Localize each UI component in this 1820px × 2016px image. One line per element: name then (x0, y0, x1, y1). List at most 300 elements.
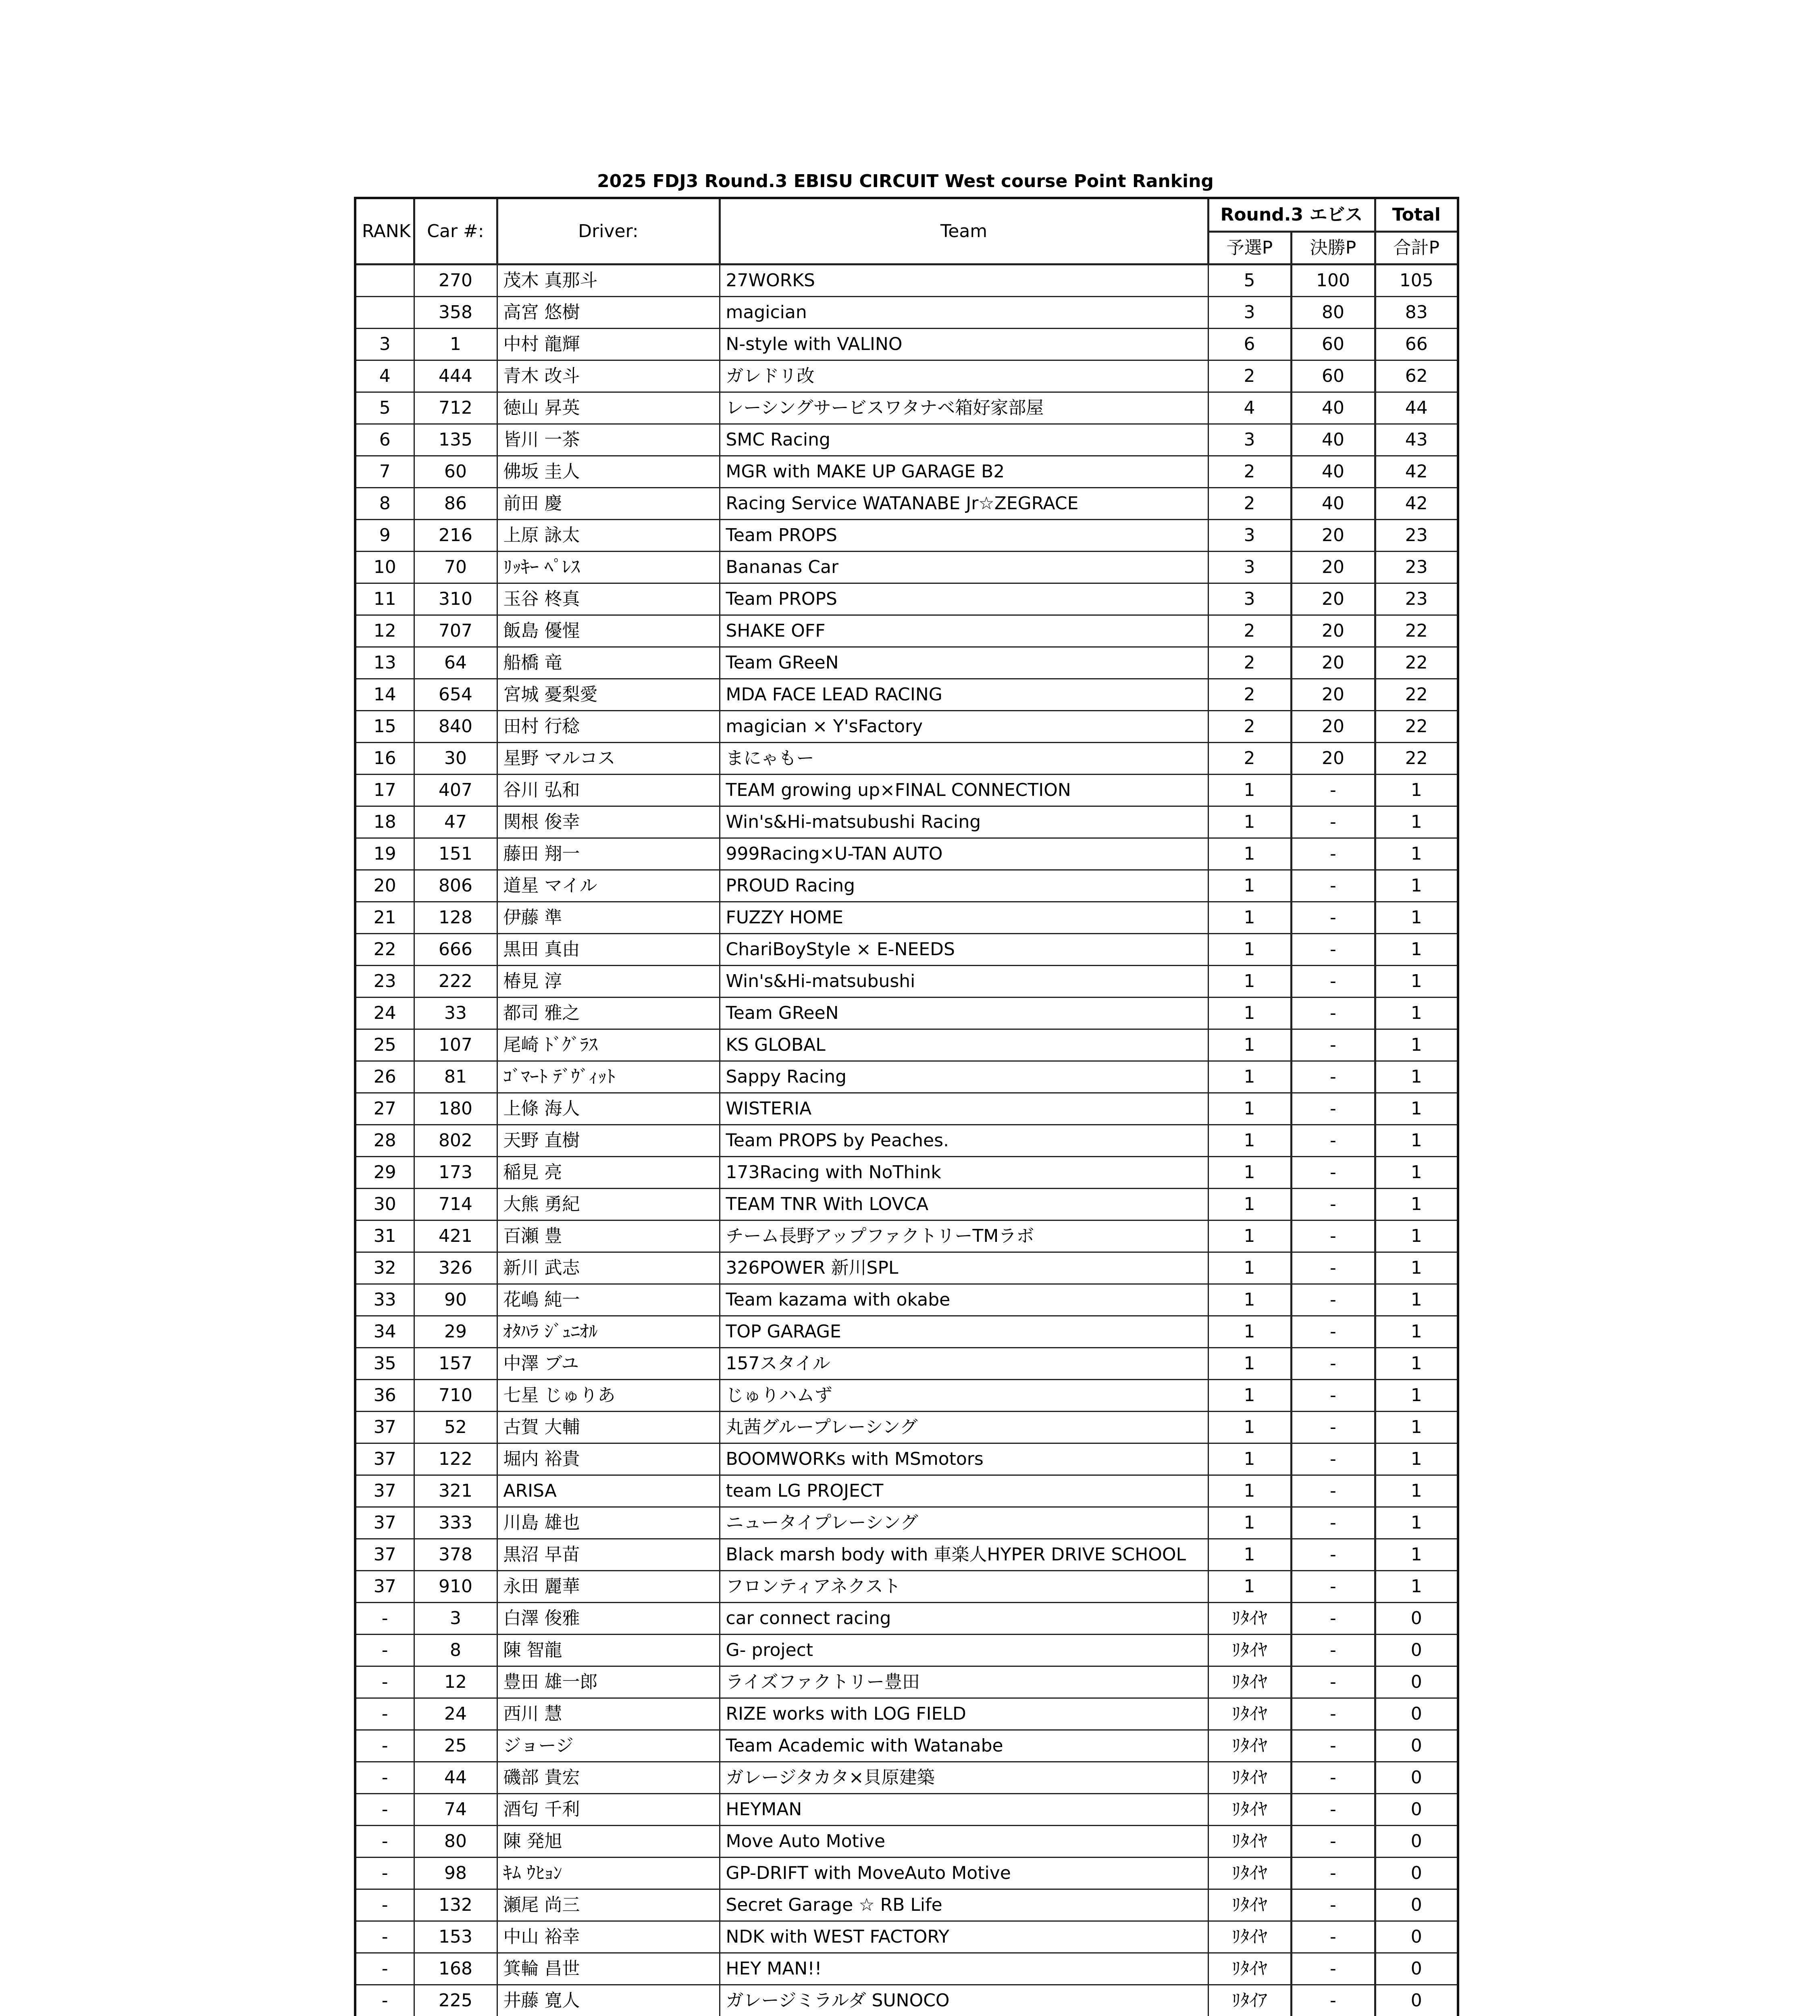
final-points-cell: - (1291, 1189, 1375, 1220)
final-points-cell: - (1291, 1125, 1375, 1157)
final-points-cell: 20 (1291, 615, 1375, 647)
qualify-points-cell: 1 (1208, 1157, 1291, 1189)
total-points-cell: 1 (1375, 1284, 1458, 1316)
qualify-points-cell: 1 (1208, 1443, 1291, 1475)
team-cell: PROUD Racing (720, 870, 1208, 902)
rank-cell: - (355, 1889, 414, 1921)
table-row (355, 1826, 1458, 1858)
qualify-points-cell: 1 (1208, 1029, 1291, 1061)
final-points-cell: - (1291, 1985, 1375, 2016)
table-row (355, 1507, 1458, 1539)
team-cell: RIZE works with LOG FIELD (720, 1698, 1208, 1730)
final-points-cell: - (1291, 1380, 1375, 1412)
final-points-cell: - (1291, 934, 1375, 966)
qualify-points-cell: 3 (1208, 552, 1291, 583)
driver-cell: 玉谷 柊真 (497, 583, 720, 615)
final-points-cell: 20 (1291, 552, 1375, 583)
car-number-cell: 52 (414, 1412, 497, 1443)
rank-cell: 5 (355, 392, 414, 424)
driver-cell: 道星 マイル (497, 870, 720, 902)
final-points-cell: 40 (1291, 488, 1375, 520)
team-cell: ガレージミラルダ SUNOCO (720, 1985, 1208, 2016)
total-points-cell: 1 (1375, 1157, 1458, 1189)
rank-cell: 24 (355, 998, 414, 1029)
driver-cell: ｷﾑ ｳﾋｮﾝ (497, 1858, 720, 1889)
total-points-cell: 1 (1375, 838, 1458, 870)
qualify-points-cell: ﾘﾀｲﾔ (1208, 1666, 1291, 1698)
table-row (355, 1252, 1458, 1284)
rank-cell: 27 (355, 1093, 414, 1125)
rank-cell: - (355, 1603, 414, 1635)
table-row (355, 1794, 1458, 1826)
qualify-points-cell: 1 (1208, 966, 1291, 998)
qualify-points-cell: ﾘﾀｲﾔ (1208, 1953, 1291, 1985)
table-row (355, 1380, 1458, 1412)
team-cell: Win's&Hi-matsubushi (720, 966, 1208, 998)
driver-cell: 飯島 優惺 (497, 615, 720, 647)
total-points-cell: 22 (1375, 679, 1458, 711)
driver-cell: ｵﾀﾊﾗ ｼﾞｭﾆｵﾙ (497, 1316, 720, 1348)
qualify-points-cell: 3 (1208, 520, 1291, 552)
car-number-cell: 840 (414, 711, 497, 743)
qualify-points-cell: 1 (1208, 1380, 1291, 1412)
final-points-cell: - (1291, 1220, 1375, 1252)
table-row (355, 870, 1458, 902)
total-points-cell: 1 (1375, 775, 1458, 806)
rank-cell (355, 297, 414, 329)
driver-cell: 西川 慧 (497, 1698, 720, 1730)
table-row (355, 1443, 1458, 1475)
qualify-points-cell: 5 (1208, 264, 1291, 297)
total-points-cell: 1 (1375, 1412, 1458, 1443)
qualify-points-cell: 1 (1208, 1475, 1291, 1507)
car-number-cell: 25 (414, 1730, 497, 1762)
car-number-cell: 407 (414, 775, 497, 806)
driver-cell: 都司 雅之 (497, 998, 720, 1029)
table-row (355, 1698, 1458, 1730)
final-points-cell: - (1291, 1826, 1375, 1858)
final-points-cell: - (1291, 1252, 1375, 1284)
rank-cell: - (355, 1666, 414, 1698)
car-number-cell: 358 (414, 297, 497, 329)
final-points-cell: - (1291, 1858, 1375, 1889)
qualify-points-cell: 2 (1208, 647, 1291, 679)
table-row (355, 838, 1458, 870)
qualify-points-cell: 1 (1208, 1539, 1291, 1571)
driver-cell: 星野 マルコス (497, 743, 720, 775)
team-cell: Bananas Car (720, 552, 1208, 583)
final-points-cell: - (1291, 902, 1375, 934)
table-row (355, 264, 1458, 297)
qualify-points-cell: 1 (1208, 806, 1291, 838)
table-row (355, 1762, 1458, 1794)
team-cell: team LG PROJECT (720, 1475, 1208, 1507)
final-points-cell: 20 (1291, 711, 1375, 743)
driver-cell: 花嶋 純一 (497, 1284, 720, 1316)
team-cell: Racing Service WATANABE Jr☆ZEGRACE (720, 488, 1208, 520)
driver-cell: 徳山 昇英 (497, 392, 720, 424)
team-cell: GP-DRIFT with MoveAuto Motive (720, 1858, 1208, 1889)
table-row (355, 743, 1458, 775)
final-points-cell: - (1291, 1953, 1375, 1985)
driver-cell: 中澤 ブユ (497, 1348, 720, 1380)
qualify-points-cell: 2 (1208, 615, 1291, 647)
rank-cell: 23 (355, 966, 414, 998)
final-points-cell: 80 (1291, 297, 1375, 329)
team-cell: Win's&Hi-matsubushi Racing (720, 806, 1208, 838)
final-points-cell: - (1291, 1443, 1375, 1475)
qualify-points-cell: 4 (1208, 392, 1291, 424)
final-points-cell: - (1291, 1284, 1375, 1316)
driver-cell: 大熊 勇紀 (497, 1189, 720, 1220)
team-cell: Team GReeN (720, 647, 1208, 679)
driver-cell: 酒匂 千利 (497, 1794, 720, 1826)
driver-cell: 古賀 大輔 (497, 1412, 720, 1443)
team-cell: NDK with WEST FACTORY (720, 1921, 1208, 1953)
rank-cell: 6 (355, 424, 414, 456)
qualify-points-cell: 1 (1208, 1189, 1291, 1220)
rank-cell: 4 (355, 360, 414, 392)
car-number-cell: 151 (414, 838, 497, 870)
final-points-cell: 60 (1291, 360, 1375, 392)
car-number-cell: 168 (414, 1953, 497, 1985)
team-cell: ガレドリ改 (720, 360, 1208, 392)
rank-cell: - (355, 1985, 414, 2016)
final-points-cell: - (1291, 1730, 1375, 1762)
qualify-points-header: 予選P (1208, 232, 1291, 264)
car-number-cell: 222 (414, 966, 497, 998)
qualify-points-cell: 1 (1208, 998, 1291, 1029)
qualify-points-cell: 2 (1208, 360, 1291, 392)
team-cell: TEAM growing up×FINAL CONNECTION (720, 775, 1208, 806)
final-points-cell: 20 (1291, 583, 1375, 615)
car-number-cell: 378 (414, 1539, 497, 1571)
total-points-cell: 43 (1375, 424, 1458, 456)
table-row (355, 1412, 1458, 1443)
qualify-points-cell: 1 (1208, 775, 1291, 806)
total-points-cell: 23 (1375, 583, 1458, 615)
final-points-cell: - (1291, 966, 1375, 998)
table-row (355, 456, 1458, 488)
qualify-points-cell: 1 (1208, 1412, 1291, 1443)
driver-cell: 青木 改斗 (497, 360, 720, 392)
driver-cell: 上原 詠太 (497, 520, 720, 552)
page-title: 2025 FDJ3 Round.3 EBISU CIRCUIT West course Point Ranking (597, 171, 1214, 192)
total-points-cell: 0 (1375, 1921, 1458, 1953)
team-cell: 丸茜グループレーシング (720, 1412, 1208, 1443)
rank-cell: 20 (355, 870, 414, 902)
final-points-cell: 20 (1291, 647, 1375, 679)
driver-cell: 新川 武志 (497, 1252, 720, 1284)
final-points-cell: - (1291, 1061, 1375, 1093)
total-points-cell: 0 (1375, 1603, 1458, 1635)
team-cell: SHAKE OFF (720, 615, 1208, 647)
car-number-cell: 81 (414, 1061, 497, 1093)
team-cell: Team PROPS (720, 520, 1208, 552)
driver-cell: 前田 慶 (497, 488, 720, 520)
table-row (355, 1921, 1458, 1953)
rank-cell: 10 (355, 552, 414, 583)
table-row (355, 934, 1458, 966)
total-points-cell: 1 (1375, 1507, 1458, 1539)
driver-cell: 谷川 弘和 (497, 775, 720, 806)
driver-cell: ｺﾞﾏｰﾄ ﾃﾞｳﾞｨｯﾄ (497, 1061, 720, 1093)
car-number-cell: 12 (414, 1666, 497, 1698)
table-row (355, 424, 1458, 456)
driver-cell: 井藤 寛人 (497, 1985, 720, 2016)
total-points-cell: 1 (1375, 1316, 1458, 1348)
rank-cell: 28 (355, 1125, 414, 1157)
rank-cell: 34 (355, 1316, 414, 1348)
rank-cell: 18 (355, 806, 414, 838)
table-row (355, 520, 1458, 552)
qualify-points-cell: 1 (1208, 1284, 1291, 1316)
qualify-points-cell: 2 (1208, 679, 1291, 711)
rank-cell: - (355, 1698, 414, 1730)
car-number-cell: 180 (414, 1093, 497, 1125)
car-number-cell: 666 (414, 934, 497, 966)
total-points-cell: 66 (1375, 329, 1458, 360)
rank-cell: - (355, 1635, 414, 1666)
total-points-cell: 1 (1375, 1380, 1458, 1412)
total-points-cell: 1 (1375, 1571, 1458, 1603)
total-points-cell: 0 (1375, 1858, 1458, 1889)
table-row (355, 1603, 1458, 1635)
team-cell: WISTERIA (720, 1093, 1208, 1125)
final-points-cell: 40 (1291, 456, 1375, 488)
table-row (355, 966, 1458, 998)
car-number-cell: 24 (414, 1698, 497, 1730)
rank-cell: - (355, 1762, 414, 1794)
team-cell: ChariBoyStyle × E-NEEDS (720, 934, 1208, 966)
table-row (355, 806, 1458, 838)
team-cell: FUZZY HOME (720, 902, 1208, 934)
driver-cell: 堀内 裕貴 (497, 1443, 720, 1475)
final-points-cell: 20 (1291, 679, 1375, 711)
team-cell: まにゃもー (720, 743, 1208, 775)
final-points-cell: - (1291, 1762, 1375, 1794)
total-points-cell: 0 (1375, 1730, 1458, 1762)
final-points-cell: - (1291, 1316, 1375, 1348)
qualify-points-cell: 1 (1208, 1220, 1291, 1252)
team-cell: Team kazama with okabe (720, 1284, 1208, 1316)
team-cell: HEYMAN (720, 1794, 1208, 1826)
table-row (355, 1953, 1458, 1985)
table-row (355, 1635, 1458, 1666)
rank-cell: - (355, 1794, 414, 1826)
driver-cell: 天野 直樹 (497, 1125, 720, 1157)
team-cell: ガレージタカタ×貝原建築 (720, 1762, 1208, 1794)
team-cell: SMC Racing (720, 424, 1208, 456)
driver-cell: 田村 行稔 (497, 711, 720, 743)
total-points-cell: 0 (1375, 1698, 1458, 1730)
car-number-cell: 310 (414, 583, 497, 615)
rank-cell: 37 (355, 1475, 414, 1507)
total-points-cell: 0 (1375, 1953, 1458, 1985)
table-row (355, 1348, 1458, 1380)
team-cell: チーム長野アップファクトリーTMラボ (720, 1220, 1208, 1252)
final-points-cell: - (1291, 1635, 1375, 1666)
car-number-cell: 444 (414, 360, 497, 392)
final-points-cell: 20 (1291, 743, 1375, 775)
total-points-cell: 62 (1375, 360, 1458, 392)
round-header: Round.3 エビス (1208, 198, 1375, 232)
table-row (355, 1157, 1458, 1189)
qualify-points-cell: 2 (1208, 456, 1291, 488)
team-cell: フロンティアネクスト (720, 1571, 1208, 1603)
qualify-points-cell: 1 (1208, 1093, 1291, 1125)
team-cell: Move Auto Motive (720, 1826, 1208, 1858)
qualify-points-cell: ﾘﾀｲﾔ (1208, 1730, 1291, 1762)
car-number-cell: 30 (414, 743, 497, 775)
driver-cell: 箕輪 昌世 (497, 1953, 720, 1985)
team-cell: magician × Y'sFactory (720, 711, 1208, 743)
table-row (355, 1730, 1458, 1762)
table-row (355, 1539, 1458, 1571)
rank-cell: 26 (355, 1061, 414, 1093)
qualify-points-cell: 3 (1208, 583, 1291, 615)
driver-header: Driver: (497, 198, 720, 264)
car-number-cell: 1 (414, 329, 497, 360)
table-row (355, 615, 1458, 647)
final-points-cell: - (1291, 1412, 1375, 1443)
final-points-cell: - (1291, 1029, 1375, 1061)
driver-cell: 永田 麗華 (497, 1571, 720, 1603)
car-number-cell: 157 (414, 1348, 497, 1380)
qualify-points-cell: 1 (1208, 1252, 1291, 1284)
table-row (355, 1189, 1458, 1220)
qualify-points-cell: 1 (1208, 870, 1291, 902)
final-points-cell: - (1291, 1666, 1375, 1698)
rank-cell: 12 (355, 615, 414, 647)
final-points-cell: - (1291, 1603, 1375, 1635)
table-row (355, 1889, 1458, 1921)
driver-cell: 中村 龍輝 (497, 329, 720, 360)
driver-cell: 陳 智龍 (497, 1635, 720, 1666)
total-points-cell: 23 (1375, 520, 1458, 552)
rank-cell: 22 (355, 934, 414, 966)
total-points-cell: 1 (1375, 1220, 1458, 1252)
table-row (355, 1666, 1458, 1698)
team-cell: Sappy Racing (720, 1061, 1208, 1093)
qualify-points-cell: ﾘﾀｲﾔ (1208, 1826, 1291, 1858)
table-row (355, 775, 1458, 806)
car-number-cell: 70 (414, 552, 497, 583)
car-number-cell: 74 (414, 1794, 497, 1826)
rank-cell: 35 (355, 1348, 414, 1380)
rank-cell: 3 (355, 329, 414, 360)
car-number-cell: 90 (414, 1284, 497, 1316)
team-cell: MDA FACE LEAD RACING (720, 679, 1208, 711)
car-number-cell: 128 (414, 902, 497, 934)
team-cell: G- project (720, 1635, 1208, 1666)
total-points-cell: 23 (1375, 552, 1458, 583)
rank-cell: 37 (355, 1539, 414, 1571)
final-points-header: 決勝P (1291, 232, 1375, 264)
team-cell: TOP GARAGE (720, 1316, 1208, 1348)
car-number-cell: 8 (414, 1635, 497, 1666)
rank-cell: 11 (355, 583, 414, 615)
driver-cell: 茂木 真那斗 (497, 264, 720, 297)
driver-cell: 高宮 悠樹 (497, 297, 720, 329)
total-points-cell: 1 (1375, 998, 1458, 1029)
final-points-cell: - (1291, 775, 1375, 806)
qualify-points-cell: 3 (1208, 424, 1291, 456)
total-points-cell: 0 (1375, 1985, 1458, 2016)
car-number-cell: 333 (414, 1507, 497, 1539)
qualify-points-cell: 1 (1208, 934, 1291, 966)
team-cell: TEAM TNR With LOVCA (720, 1189, 1208, 1220)
qualify-points-cell: 1 (1208, 1316, 1291, 1348)
car-number-cell: 80 (414, 1826, 497, 1858)
team-cell: magician (720, 297, 1208, 329)
total-points-cell: 1 (1375, 1348, 1458, 1380)
car-number-cell: 270 (414, 264, 497, 297)
qualify-points-cell: ﾘﾀｲﾔ (1208, 1921, 1291, 1953)
qualify-points-cell: ﾘﾀｲﾔ (1208, 1635, 1291, 1666)
qualify-points-cell: 3 (1208, 297, 1291, 329)
team-cell: 173Racing with NoThink (720, 1157, 1208, 1189)
qualify-points-cell: 2 (1208, 488, 1291, 520)
table-row (355, 488, 1458, 520)
table-row (355, 1858, 1458, 1889)
driver-cell: 白澤 俊雅 (497, 1603, 720, 1635)
table-row (355, 711, 1458, 743)
driver-cell: 豊田 雄一郎 (497, 1666, 720, 1698)
final-points-cell: 40 (1291, 392, 1375, 424)
car-number-cell: 3 (414, 1603, 497, 1635)
driver-cell: ジョージ (497, 1730, 720, 1762)
table-row (355, 1284, 1458, 1316)
rank-cell: 29 (355, 1157, 414, 1189)
qualify-points-cell: ﾘﾀｲﾔ (1208, 1698, 1291, 1730)
car-number-cell: 86 (414, 488, 497, 520)
total-points-cell: 1 (1375, 806, 1458, 838)
table-row (355, 998, 1458, 1029)
driver-cell: 椿見 淳 (497, 966, 720, 998)
total-points-cell: 1 (1375, 1539, 1458, 1571)
total-points-cell: 0 (1375, 1794, 1458, 1826)
car-number-cell: 654 (414, 679, 497, 711)
car-number-cell: 321 (414, 1475, 497, 1507)
team-cell: car connect racing (720, 1603, 1208, 1635)
team-cell: 27WORKS (720, 264, 1208, 297)
team-cell: HEY MAN!! (720, 1953, 1208, 1985)
total-points-cell: 1 (1375, 934, 1458, 966)
total-points-cell: 83 (1375, 297, 1458, 329)
car-number-cell: 225 (414, 1985, 497, 2016)
qualify-points-cell: 1 (1208, 1125, 1291, 1157)
driver-cell: 瀬尾 尚三 (497, 1889, 720, 1921)
total-points-cell: 1 (1375, 1252, 1458, 1284)
rank-cell: 14 (355, 679, 414, 711)
rank-cell: 30 (355, 1189, 414, 1220)
team-cell: KS GLOBAL (720, 1029, 1208, 1061)
qualify-points-cell: 1 (1208, 902, 1291, 934)
car-number-cell: 132 (414, 1889, 497, 1921)
total-points-cell: 1 (1375, 1475, 1458, 1507)
table-row (355, 679, 1458, 711)
qualify-points-cell: ﾘﾀｲｱ (1208, 1985, 1291, 2016)
final-points-cell: 100 (1291, 264, 1375, 297)
table-row (355, 552, 1458, 583)
rank-cell: - (355, 1953, 414, 1985)
car-number-cell: 107 (414, 1029, 497, 1061)
total-points-cell: 1 (1375, 1125, 1458, 1157)
car-number-header: Car #: (414, 198, 497, 264)
team-cell: Team GReeN (720, 998, 1208, 1029)
table-row (355, 1029, 1458, 1061)
